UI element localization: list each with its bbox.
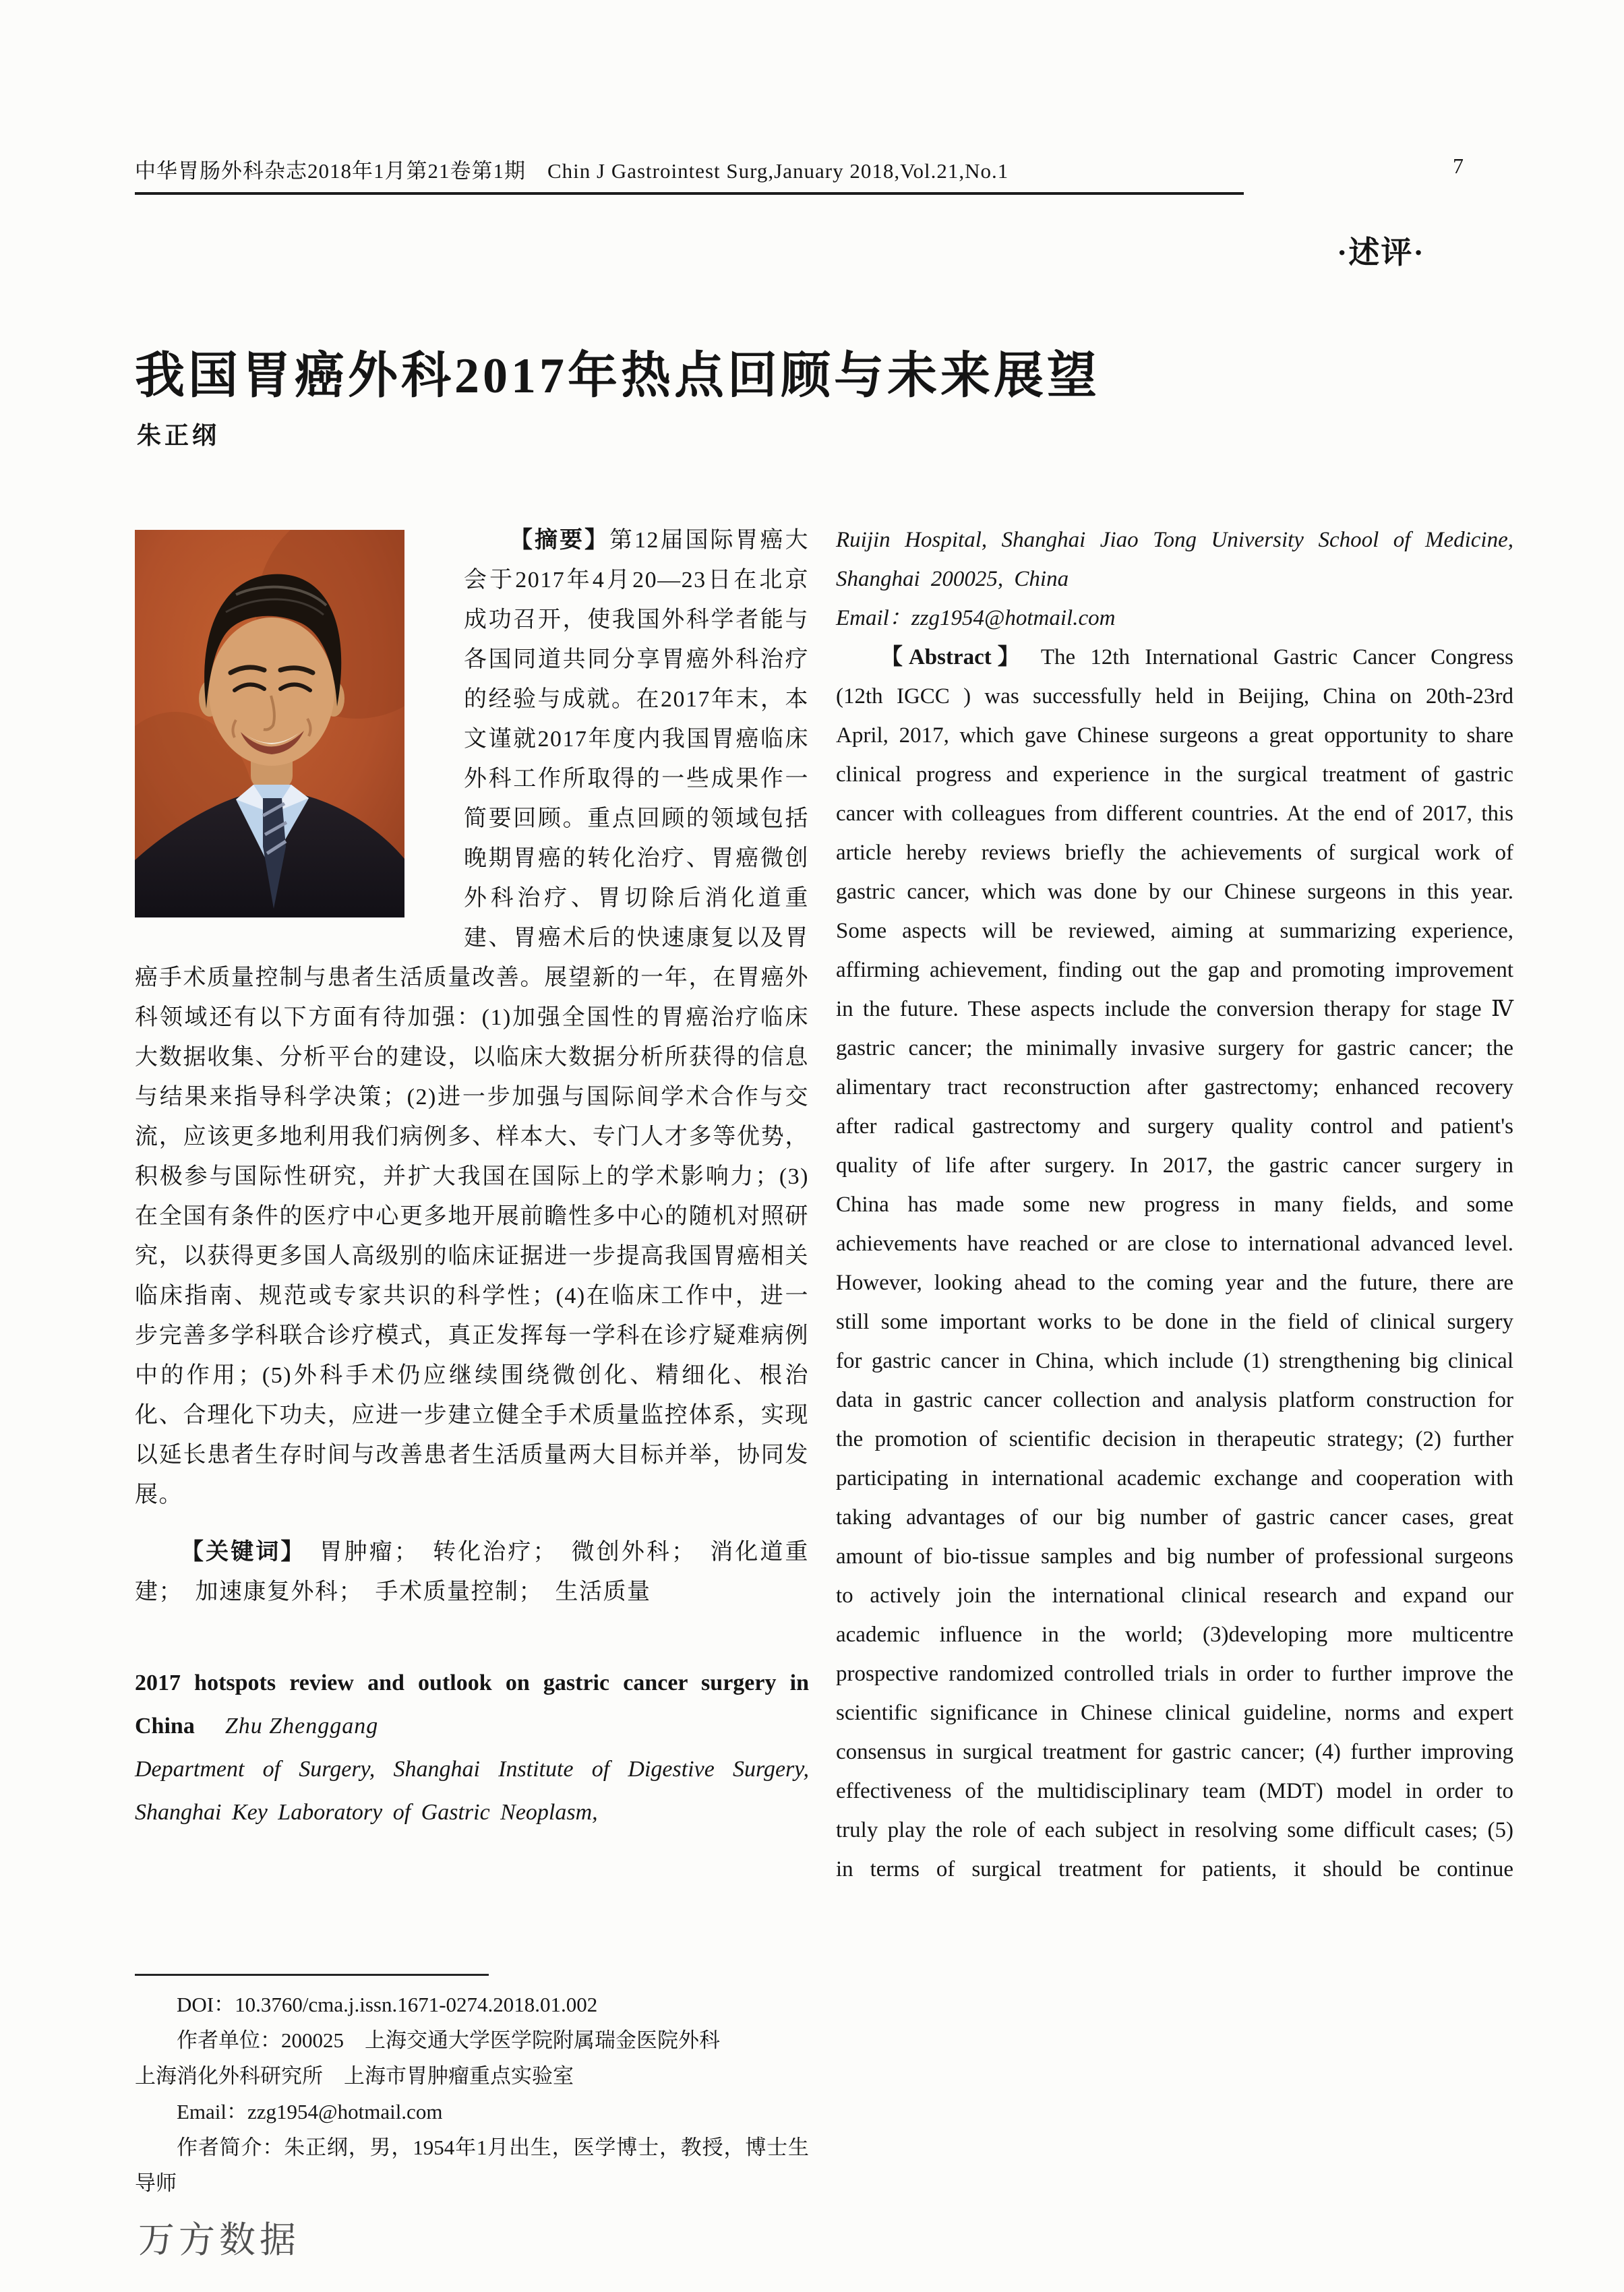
english-author: Zhu Zhenggang [224,1714,379,1739]
page-header [135,154,1489,195]
author-bio-line: 作者简介：朱正纲，男，1954年1月出生，医学博士，教授，博士生导师 [135,2136,809,2195]
affiliation-english: Ruijin Hospital, Shanghai Jiao Tong University School of Medicine, Shanghai 200025, China [836,528,1513,591]
abstract-text-cn: 第12届国际胃癌大会于2017年4月20—23日在北京成功召开，使我国外科学者能与各国同道共同分享胃癌外科治疗的经验与成就。在2017年末，本文谨就2017年度内我国胃癌临床外科工作所取得的一些成果作一简要回顾。重点回顾的领域包括晚期胃癌的转化治疗、胃癌微创外科治疗、胃切除后消化道重建、胃癌术后的快速康复以及胃癌手术质量控制与患者生活质量改善。展望新的一年，在胃癌外科领域还有以下方面有待加强：(1)加强全国性的胃癌治疗临床大数据收集、分析平台的建设，以临床大数据分析所获得的信息与结果来指导科学决策；(2)进一步加强与国际间学术合作与交流，应该更多地利用我们病例多、样本大、专门人才多等优势，积极参与国际性研究，并扩大我国在国际上的学术影响力；(3)在全国有条件的医疗中心更多地开展前瞻性多中心的随机对照研究，以获得更多国人高级别的临床证据进一步提高我国胃癌相关临床指南、规范或专家共识的科学性；(4)在临床工作中，进一步完善多学科联合诊疗模式，真正发挥每一学科在诊疗疑难病例中的作用；(5)外科手术仍应继续围绕微创化、精细化、根治化、合理化下功夫，应进一步建立健全手术质量监控体系，实现以延长患者生存时间与改善患者生活质量两大目标并举，协同发展。 [135,528,809,1507]
doi-line: DOI：10.3760/cma.j.issn.1671-0274.2018.01.002 [177,1993,598,2016]
footnote-divider [135,1974,489,1976]
footnote-block [135,1974,809,2201]
author-unit-line-2: 上海消化外科研究所 上海市胃肿瘤重点实验室 [135,2064,574,2088]
author-name: 朱正纲 [137,422,220,449]
keywords-text-cn: 胃肿瘤； 转化治疗； 微创外科； 消化道重建； 加速康复外科； 手术质量控制； 生活质量 [135,1540,810,1604]
article-title: 我国胃癌外科2017年热点回顾与未来展望 [135,348,1100,404]
english-affiliation-left: Department of Surgery, Shanghai Institute of Digestive Surgery, Shanghai Key Laboratory of Gastric Neoplasm, [135,1757,809,1825]
abstract-label-cn: 【摘要】 [510,528,609,553]
abstract-label-en: 【Abstract】 [880,645,1026,669]
footnote-email-line: Email：zzg1954@hotmail.com [177,2100,443,2123]
keywords-chinese [135,1532,809,1612]
section-label: ·述评· [1337,235,1425,270]
email-english: Email：zzg1954@hotmail.com [836,606,1116,630]
abstract-text-en: The 12th International Gastric Cancer Congress (12th IGCC ) was successfully held in Beijing, China on 20th-23rd April, 2017, which gave Chinese surgeons a great opportunity to share clinical progress and experience in the surgical treatment of gastric cancer with colleagues from different countries. At the end of 2017, this article hereby reviews briefly the achievements of surgical work of gastric cancer, which was done by our Chinese surgeons in this year. Some aspects will be reviewed, aiming at summarizing experience, affirming achievement, finding out the gap and promoting improvement in the future. These aspects include the conversion therapy for stage Ⅳ gastric cancer; the minimally invasive surgery for gastric cancer; the alimentary tract reconstruction after gastrectomy; enhanced recovery after radical gastrectomy and surgery quality control and patient's quality of life after surgery. In 2017, the gastric cancer surgery in China has made some new progress in many fields, and some achievements have reached or are close to international advanced level. However, looking ahead to the coming year and the future, there are still some important works to be done in the field of clinical surgery for gastric cancer in China, which include (1) strengthening big clinical data in gastric cancer collection and analysis platform construction for the promotion of scientific decision in therapeutic strategy; (2) further participating in international academic exchange and cooperation with taking advantages of our big number of gastric cancer cases, great amount of bio-tissue samples and big number of professional surgeons to actively join the international clinical research and expand our academic influence in the world; (3)developing more multicentre prospective randomized controlled trials in order to further improve the scientific significance in Chinese clinical guideline, norms and expert consensus in surgical treatment for gastric cancer; (4) further improving effectiveness of the multidisciplinary team (MDT) model in order to truly play the role of each subject in resolving some difficult cases; (5) in terms of surgical treatment for patients, it should be continue [836,645,1513,1881]
author-unit-line-1: 作者单位：200025 上海交通大学医学院附属瑞金医院外科 [177,2028,720,2052]
english-title-block [135,1662,809,1748]
left-column [135,520,809,1834]
right-column [836,520,1513,1889]
english-title: 2017 hotspots review and outlook on gastric cancer surgery in China [135,1670,809,1739]
wanfang-watermark: 万方数据 [138,2220,300,2260]
abstract-english [836,638,1513,1889]
keywords-label-cn: 【关键词】 [181,1540,295,1565]
page-number: 7 [1453,154,1464,178]
journal-citation-line: 中华胃肠外科杂志2018年1月第21卷第1期 Chin J Gastrointest Surg,January 2018,Vol.21,No.1 [135,154,1244,195]
portrait-illustration [135,530,404,917]
author-photo [135,530,404,917]
